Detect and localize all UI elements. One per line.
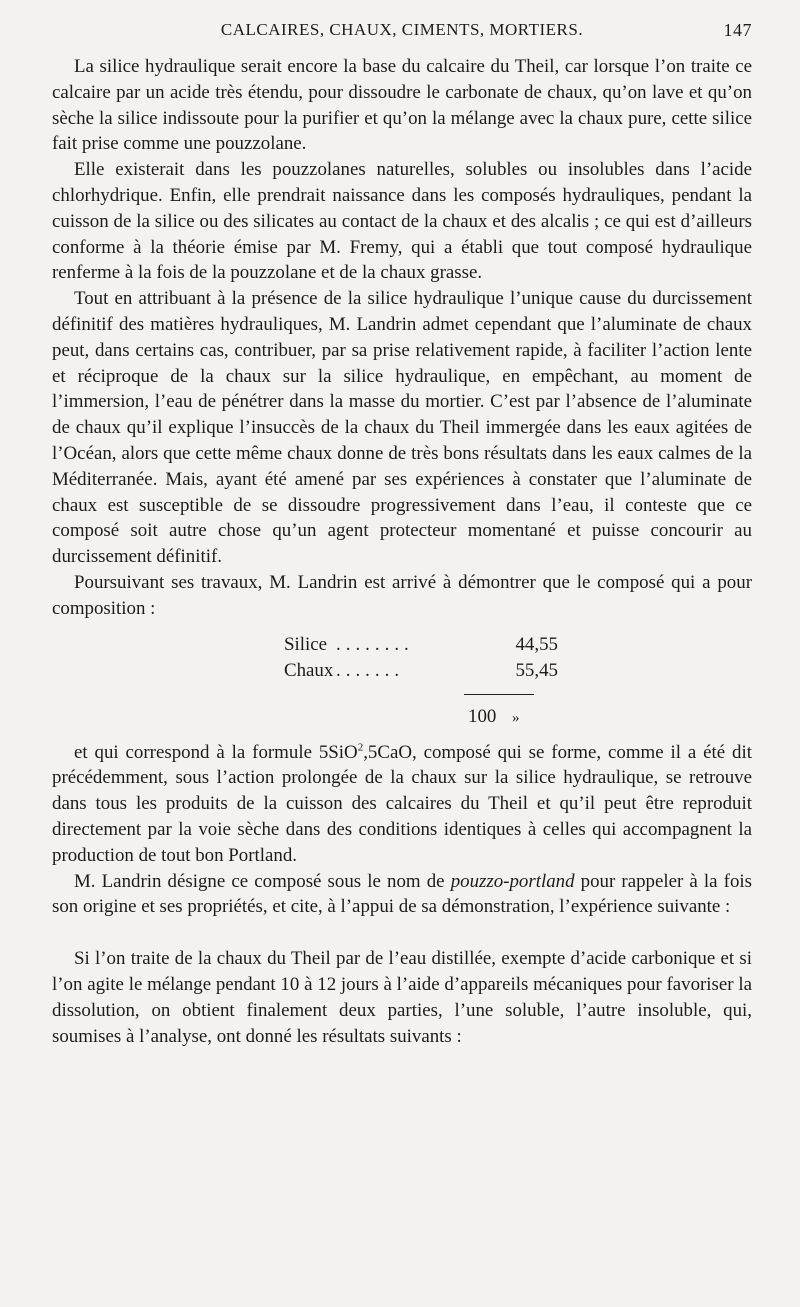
running-head <box>52 20 752 46</box>
composition-leader-dots: ....... <box>336 659 405 681</box>
composition-value: 44,55 <box>515 633 558 655</box>
paragraph-silice-hydraulique: La silice hydraulique serait encore la base du calcaire du Theil, car lorsque l’on traite ce calcaire par un acide très étendu, pour dissoudre le carbonate de chaux, qu’on lave et qu’on sèche la silice indissoute pour la purifier et qu’on la mélange avec la chaux pure, cette silice fait prise comme une pouzzolane. <box>52 56 752 155</box>
composition-leader-dots: ........ <box>336 633 414 655</box>
spacer <box>52 920 752 946</box>
spacer <box>52 622 752 632</box>
running-title: CALCAIRES, CHAUX, CIMENTS, MORTIERS. <box>220 20 584 39</box>
formula-text-start: et qui correspond à la formule 5SiO <box>74 741 358 763</box>
paragraph-text-start: M. Landrin désigne ce composé sous le nom de <box>74 870 451 892</box>
body-text <box>52 54 752 1049</box>
composition-label: Chaux <box>284 659 334 681</box>
composition-row-chaux <box>284 658 584 684</box>
pouzzo-portland-term: pouzzo-portland <box>450 870 575 892</box>
paragraph-formule <box>52 740 752 869</box>
formula-text-end: ,5CaO, composé qui se forme, comme il a été dit précédemment, sous l’action prolongée de la chaux sur la silice hydraulique, se retrouve dans tous les produits de la cuisson des calcaires du Theil et qu’il peut être reproduit directement par la voie sèche dans des conditions identiques à celles qui accompagnent la production de tout bon Portland. <box>52 741 752 866</box>
paragraph-pouzzolanes: Elle existerait dans les pouzzolanes naturelles, solubles ou insolubles dans l’acide chlorhydrique. Enfin, elle prendrait naissance dans les composés hydrauliques, pendant la cuisson de la silice ou des silicates au contact de la chaux et des alcalis ; ce qui est d’ailleurs conforme à la théorie émise par M. Fremy, qui a établi que tout composé hydraulique renferme à la fois de la pouzzolane et de la chaux grasse. <box>52 159 752 284</box>
page-number: 147 <box>723 20 752 40</box>
paragraph-experience: Si l’on traite de la chaux du Theil par de l’eau distillée, exempte d’acide carbonique et si l’on agite le mélange pendant 10 à 12 jours à l’aide d’appareils mécaniques pour favoriser la dissolution, on obtient finalement deux parties, l’une soluble, l’autre insoluble, qui, soumises à l’analyse, ont donné les résultats suivants : <box>52 948 752 1047</box>
composition-total: 100 <box>468 705 497 727</box>
paragraph-text-end: pour rappeler à la fois son origine et ses propriétés, et cite, à l’appui de sa démonstration, l’expérience suivante : <box>52 870 753 918</box>
composition-row-silice <box>284 632 584 658</box>
composition-value: 55,45 <box>515 659 558 681</box>
paragraph-composition-intro: Poursuivant ses travaux, M. Landrin est arrivé à démontrer que le composé qui a pour composition : <box>52 571 752 619</box>
composition-label: Silice <box>284 633 328 655</box>
composition-table <box>52 632 752 740</box>
paragraph-pouzzo-portland <box>52 869 752 921</box>
formula-superscript: 2 <box>357 741 364 754</box>
paragraph-aluminate: Tout en attribuant à la présence de la silice hydraulique l’unique cause du durcissement définitif des matières hydrauliques, M. Landrin admet cependant que l’aluminate de chaux peut, dans certains cas, contribuer, par sa prise relativement rapide, à faciliter l’action lente et réciproque de la chaux sur la silice hydraulique, en empêchant, au moment de l’immersion, l’eau de pénétrer dans la masse du mortier. C’est par l’absence de l’aluminate de chaux qu’il explique l’insuccès de la chaux du Theil immergée dans les eaux agitées de l’Océan, alors que cette même chaux donne de très bons résultats dans les eaux calmes de la Méditerranée. Mais, ayant été amené par ses expériences à constater que l’aluminate de chaux est susceptible de se dissoudre progressivement dans l’eau, il conteste que ce composé soit autre chose qu’un agent protecteur momentané et puisse concourir au durcissement définitif. <box>52 288 752 568</box>
sum-rule <box>464 694 534 695</box>
composition-total-mark: » <box>512 709 520 726</box>
